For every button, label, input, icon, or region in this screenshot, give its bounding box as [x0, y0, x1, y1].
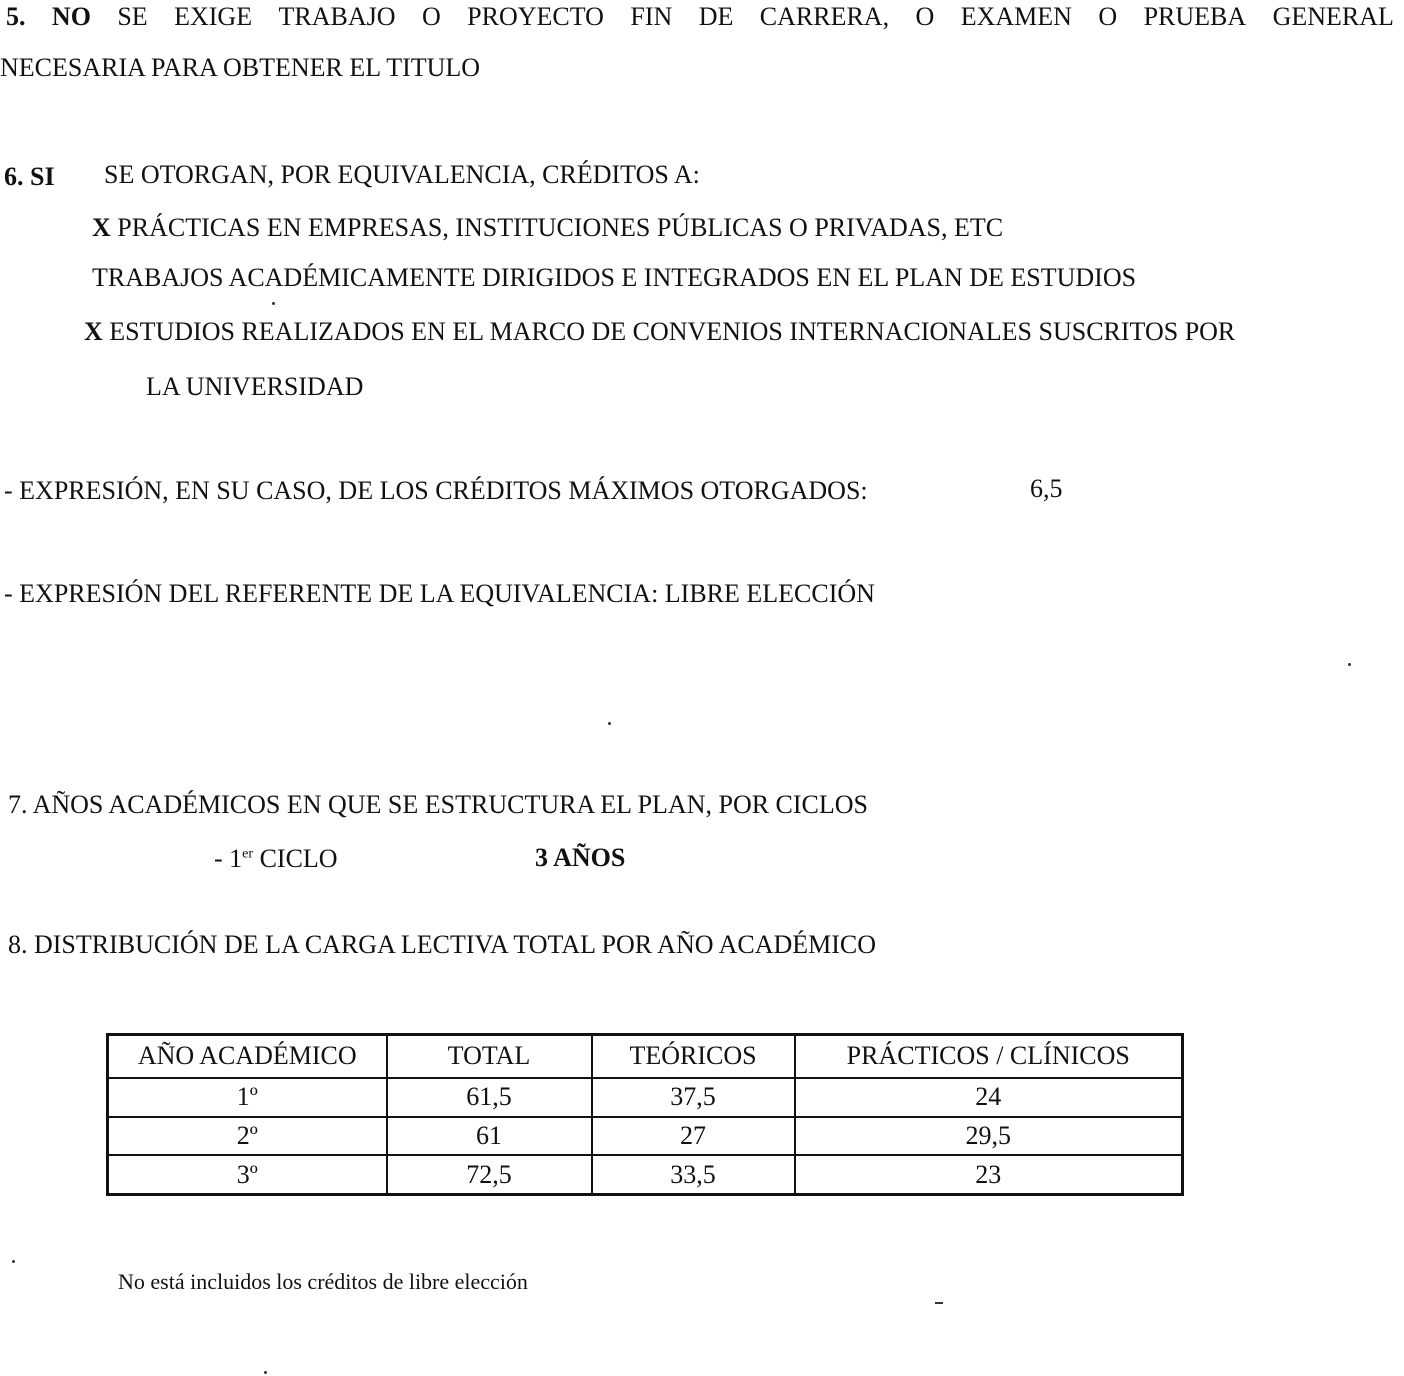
s5-word: NO [51, 2, 91, 31]
section6-item-estudios [84, 319, 1235, 345]
cell-year: 1º [108, 1078, 387, 1117]
s5-word: DE [698, 2, 734, 31]
item-text: TRABAJOS ACADÉMICAMENTE DIRIGIDOS E INTEGRADOS EN EL PLAN DE ESTUDIOS [92, 263, 1137, 292]
section6-item-practicas [92, 215, 1003, 241]
header-teoricos: TEÓRICOS [592, 1035, 795, 1078]
max-credits-value: 6,5 [1030, 474, 1063, 503]
max-credits-label: - EXPRESIÓN, EN SU CASO, DE LOS CRÉDITOS MÁXIMOS OTORGADOS: [4, 476, 868, 505]
cycle-superscript: er [242, 846, 254, 862]
table-row [108, 1117, 1183, 1156]
section5-line1 [6, 4, 1394, 30]
header-ano-academico: AÑO ACADÉMICO [108, 1035, 387, 1078]
cell-practicos: 24 [795, 1078, 1183, 1117]
cell-teoricos: 33,5 [592, 1155, 795, 1194]
cell-total: 61 [387, 1117, 592, 1156]
section8-heading: 8. DISTRIBUCIÓN DE LA CARGA LECTIVA TOTAL POR AÑO ACADÉMICO [8, 930, 877, 959]
section6-heading: SE OTORGAN, POR EQUIVALENCIA, CRÉDITOS A: [104, 160, 700, 189]
scan-speck [264, 1371, 267, 1374]
cell-practicos: 23 [795, 1155, 1183, 1194]
s5-word: O [421, 2, 441, 31]
checkmark-x: X [84, 317, 103, 346]
table-header-row [108, 1035, 1183, 1078]
item-text: PRÁCTICAS EN EMPRESAS, INSTITUCIONES PÚBLICAS O PRIVADAS, ETC [117, 213, 1004, 242]
s5-word: TRABAJO [278, 2, 396, 31]
header-total: TOTAL [387, 1035, 592, 1078]
scan-speck [12, 1260, 15, 1263]
scan-speck [272, 302, 275, 305]
scan-speck [935, 1302, 943, 1304]
header-practicos: PRÁCTICOS / CLÍNICOS [795, 1035, 1183, 1078]
cycle-prefix: - 1 [214, 844, 243, 873]
s5-word: SE [117, 2, 148, 31]
cell-teoricos: 37,5 [592, 1078, 795, 1117]
section6-item-estudios-continuation: LA UNIVERSIDAD [146, 372, 364, 401]
item-text: ESTUDIOS REALIZADOS EN EL MARCO DE CONVENIOS INTERNACIONALES SUSCRITOS POR [109, 317, 1236, 346]
s5-word: O [1098, 2, 1118, 31]
scan-speck [1348, 663, 1351, 666]
section5-line2: NECESARIA PARA OBTENER EL TITULO [0, 53, 481, 82]
s5-word: GENERAL [1272, 2, 1394, 31]
section6-number: 6. SI [4, 162, 55, 191]
s5-word: PROYECTO [467, 2, 604, 31]
section6-item-trabajos [92, 265, 1136, 291]
credit-distribution-table [106, 1033, 1184, 1196]
table-footnote: No está incluidos los créditos de libre elección [118, 1269, 528, 1294]
cell-year: 2º [108, 1117, 387, 1156]
s5-word: CARRERA, [759, 2, 890, 31]
s5-word: EXIGE [174, 2, 253, 31]
section7-heading: 7. AÑOS ACADÉMICOS EN QUE SE ESTRUCTURA EL PLAN, POR CICLOS [8, 790, 869, 819]
cell-year: 3º [108, 1155, 387, 1194]
cycle-label: CICLO [259, 844, 338, 873]
cell-teoricos: 27 [592, 1117, 795, 1156]
cell-total: 72,5 [387, 1155, 592, 1194]
cell-practicos: 29,5 [795, 1117, 1183, 1156]
cell-total: 61,5 [387, 1078, 592, 1117]
cycle-years: 3 AÑOS [535, 843, 626, 872]
table-row [108, 1078, 1183, 1117]
s5-word: FIN [630, 2, 673, 31]
scan-speck [608, 722, 611, 725]
s5-word: 5. [6, 2, 26, 31]
s5-word: EXAMEN [960, 2, 1072, 31]
checkmark-x: X [92, 213, 111, 242]
cycle-line [214, 846, 338, 872]
equivalence-referent: - EXPRESIÓN DEL REFERENTE DE LA EQUIVALENCIA: LIBRE ELECCIÓN [4, 579, 875, 608]
table-row [108, 1155, 1183, 1194]
s5-word: O [915, 2, 935, 31]
s5-word: PRUEBA [1143, 2, 1247, 31]
